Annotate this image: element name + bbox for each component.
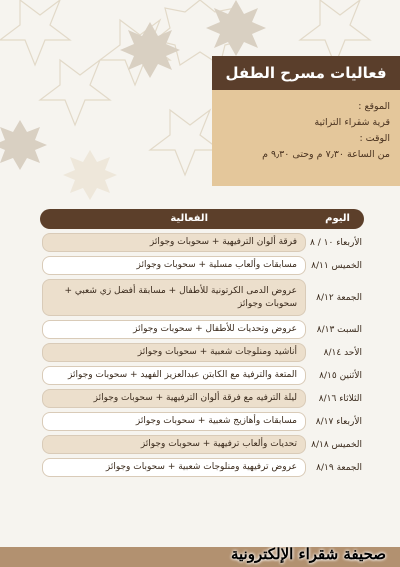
- row-event: عروض الدمى الكرتونية للأطفال + مسابقة أفضل زي شعبي + سحوبات وجوائز: [42, 279, 306, 316]
- row-day: الأثنين ٨/١٥: [319, 370, 362, 381]
- row-event: أناشيد ومنلوجات شعبية + سحوبات وجوائز: [42, 343, 306, 362]
- location-value: قرية شقراء التراثية: [314, 117, 390, 128]
- table-row: [40, 366, 364, 385]
- row-day: الثلاثاء ٨/١٦: [318, 393, 362, 404]
- site-name: صحيفة شقراء الإلكترونية: [230, 545, 386, 563]
- table-row: [40, 435, 364, 454]
- table-row: [40, 233, 364, 252]
- row-event: فرقة ألوان الترفيهية + سحوبات وجوائز: [42, 233, 306, 252]
- row-day: الخميس ٨/١١: [311, 260, 362, 271]
- row-event: عروض ترفيهية ومنلوجات شعبية + سحوبات وجوائز: [42, 458, 306, 477]
- page-title: فعاليات مسرح الطفل: [212, 56, 400, 90]
- row-event: تحديات وألعاب ترفيهية + سحوبات وجوائز: [42, 435, 306, 454]
- time-label: الوقت :: [359, 133, 390, 144]
- row-day: السبت ٨/١٣: [316, 324, 362, 335]
- row-day: الأربعاء ١٠ / ٨: [310, 237, 362, 248]
- location-label: الموقع :: [358, 101, 390, 112]
- table-row: [40, 412, 364, 431]
- row-event: المتعة والترفية مع الكابتن عبدالعزيز الفهيد + سحوبات وجوائز: [42, 366, 306, 385]
- header-day: اليوم: [325, 213, 350, 224]
- row-day: الجمعة ٨/١٢: [316, 292, 362, 303]
- row-event: مسابقات وألعاب مسلية + سحوبات وجوائز: [42, 256, 306, 275]
- table-row: [40, 389, 364, 408]
- table-header: [40, 209, 364, 229]
- row-day: الأربعاء ٨/١٧: [315, 416, 362, 427]
- table-row: [40, 458, 364, 477]
- header-event: الفعالية: [170, 213, 208, 224]
- table-row: [40, 279, 364, 316]
- row-day: الجمعة ٨/١٩: [316, 462, 362, 473]
- row-event: ليلة الترفيه مع فرقة ألوان الترفيهية + سحوبات وجوائز: [42, 389, 306, 408]
- row-day: الأحد ٨/١٤: [323, 347, 362, 358]
- time-value: من الساعة ٧٫٣٠ م وحتى ٩٫٣٠ م: [262, 149, 390, 160]
- event-info: [212, 90, 400, 186]
- table-row: [40, 320, 364, 339]
- row-event: مسابقات وأهازيج شعبية + سحوبات وجوائز: [42, 412, 306, 431]
- row-event: عروض وتحديات للأطفال + سحوبات وجوائز: [42, 320, 306, 339]
- table-row: [40, 343, 364, 362]
- row-day: الخميس ٨/١٨: [311, 439, 362, 450]
- table-row: [40, 256, 364, 275]
